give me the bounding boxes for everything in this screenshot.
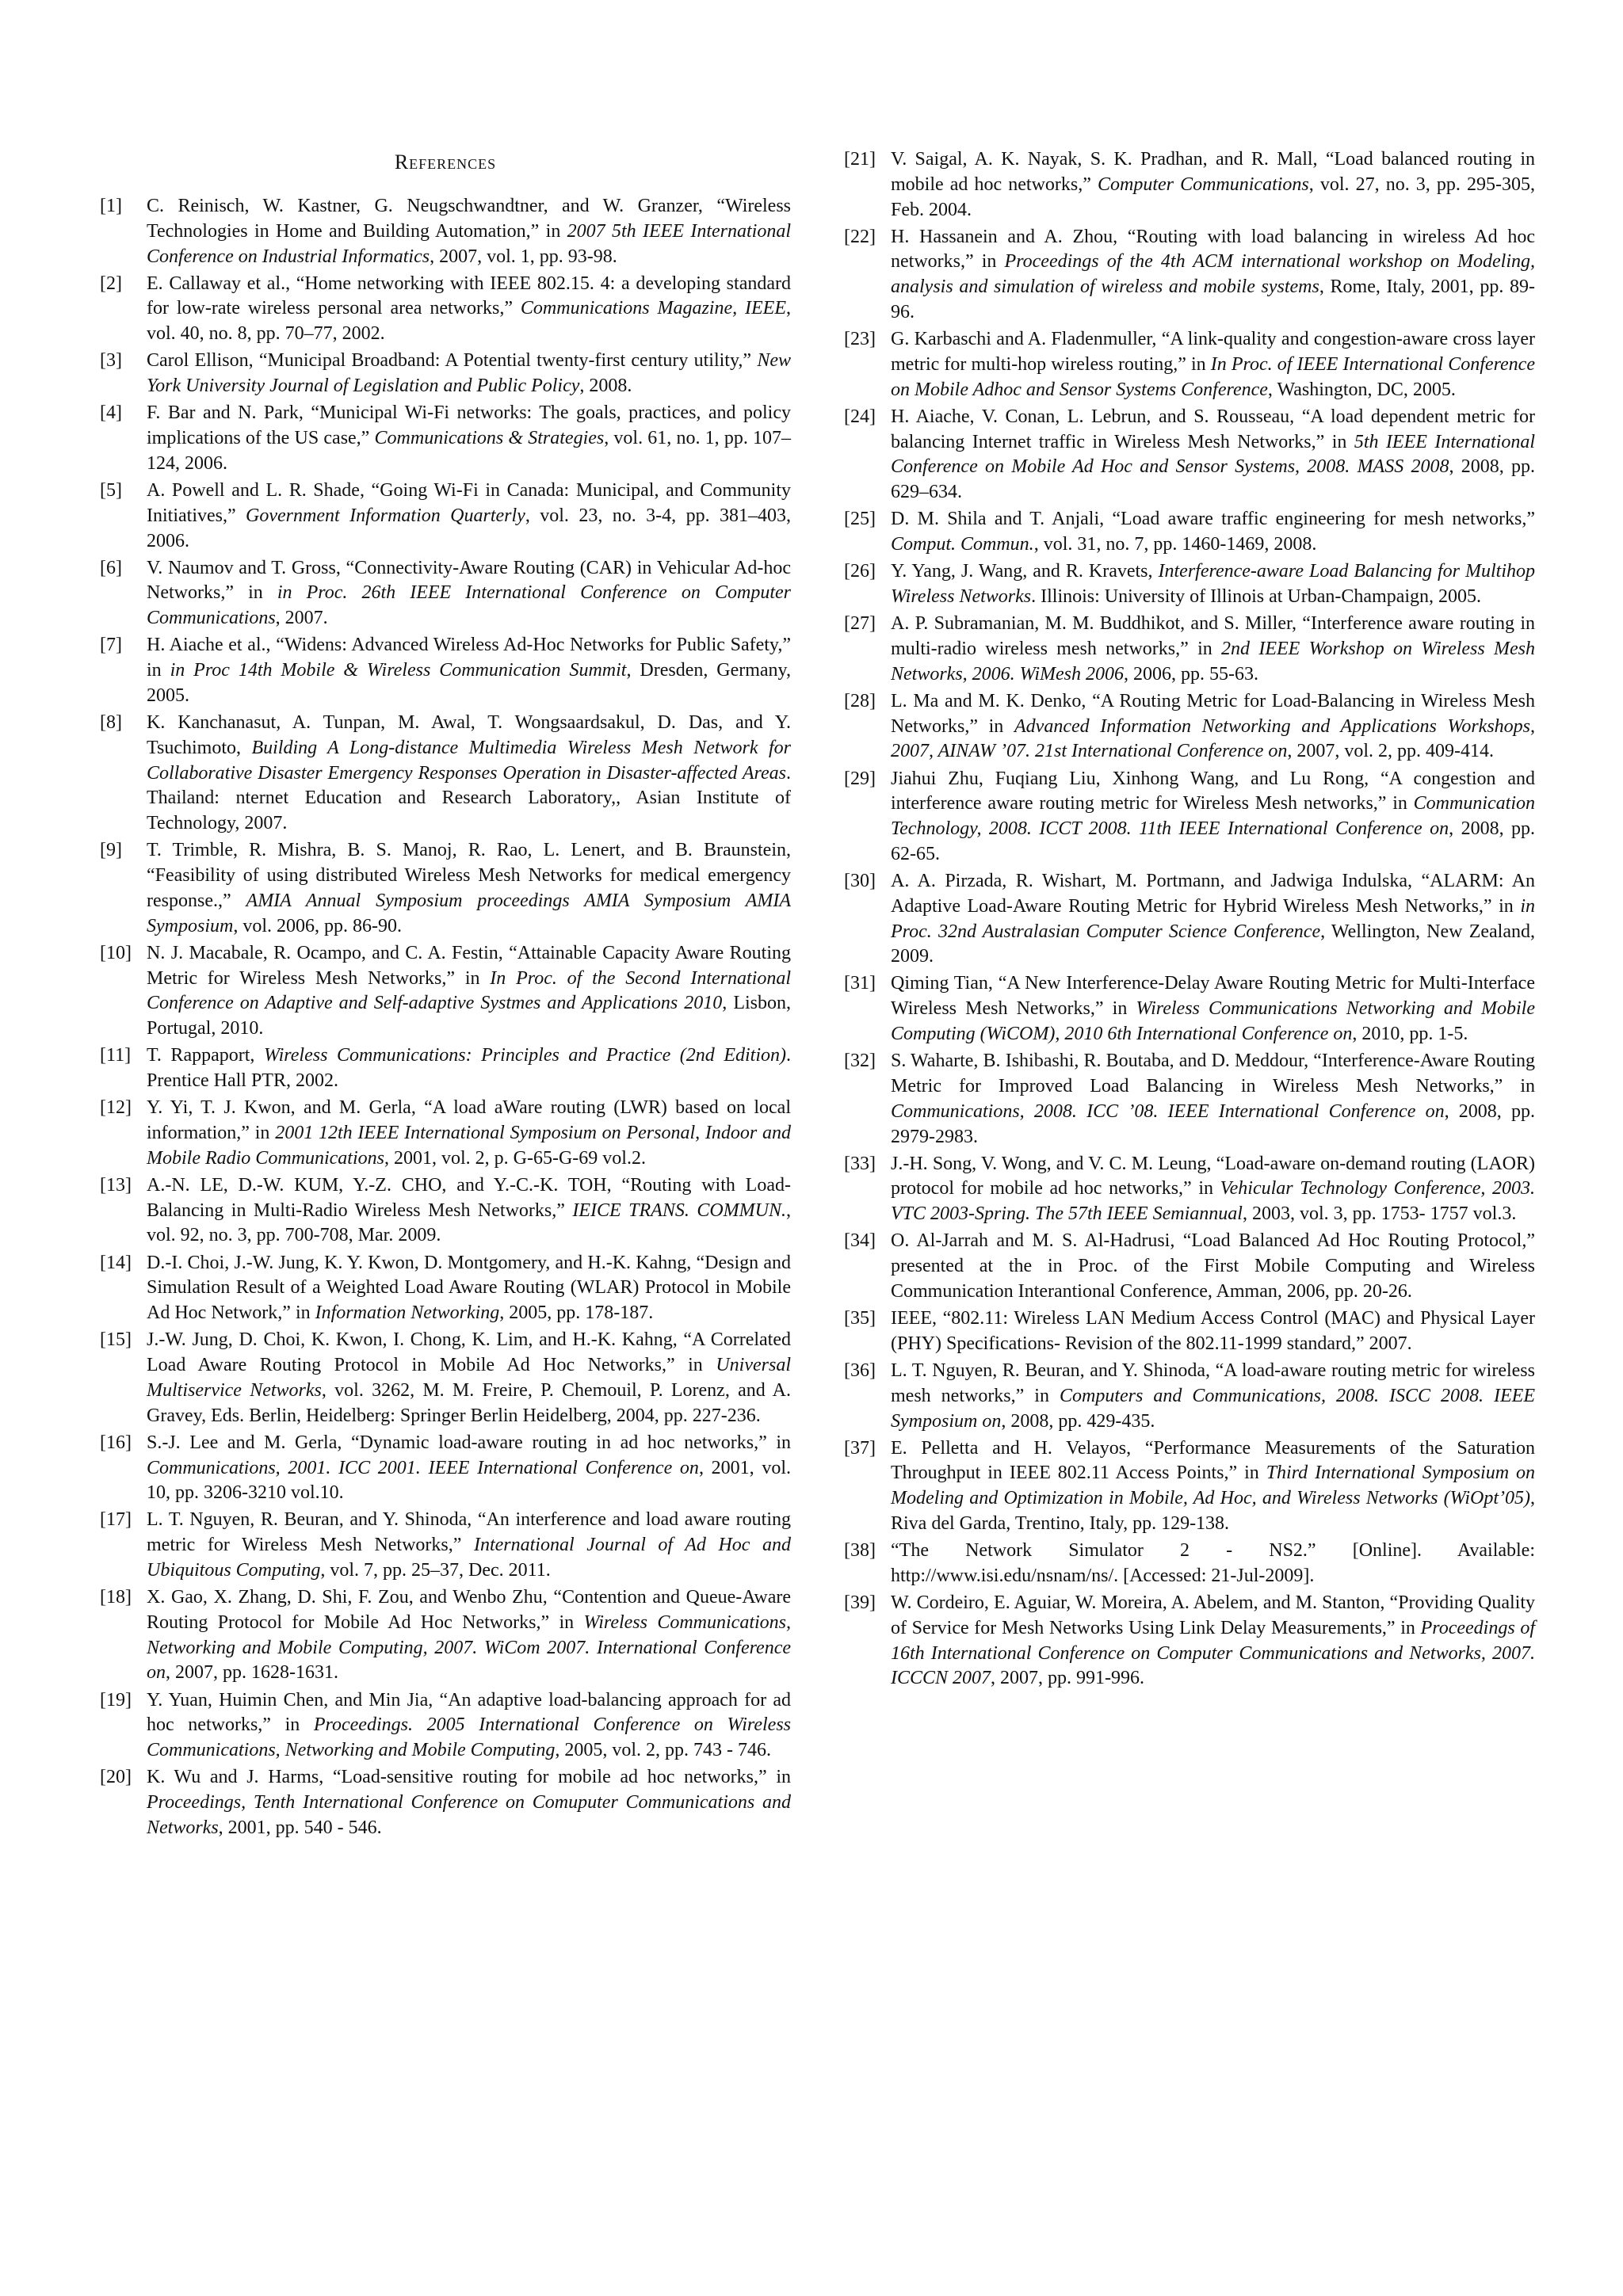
reference-number: [38] xyxy=(844,1540,876,1562)
reference-entry xyxy=(844,612,1535,687)
reference-text: J.-W. Jung, D. Choi, K. Kwon, I. Chong, K. Lim, and H.-K. Kahng, “A Correlated Load Aware Routing Protocol in Mobile Ad Hoc Networks,” in xyxy=(147,1329,791,1376)
reference-text: H. Aiache, V. Conan, L. Lebrun, and S. Rousseau, “A load dependent metric for balancing Internet traffic in Wireless Mesh Networks,” in xyxy=(891,406,1535,452)
reference-text: IEEE, “802.11: Wireless LAN Medium Access Control (MAC) and Physical Layer (PHY) Specifications- Revision of the 802.11-1999 standard,” 2007. xyxy=(891,1308,1535,1354)
reference-text: G. Karbaschi and A. Fladenmuller, “A link-quality and congestion-aware cross layer metric for multi-hop wireless routing,” in xyxy=(891,329,1535,375)
reference-source-title: Computers and Communications, 2008. ISCC 2008. IEEE Symposium on xyxy=(891,1385,1535,1432)
reference-number: [1] xyxy=(100,196,122,216)
reference-entry xyxy=(844,405,1535,505)
reference-text: L. T. Nguyen, R. Beuran, and Y. Shinoda, “A load-aware routing metric for wireless mesh networks,” in xyxy=(891,1360,1535,1406)
reference-number: [39] xyxy=(844,1592,876,1613)
reference-text: Carol Ellison, “Municipal Broadband: A Potential twenty-first century utility,” xyxy=(147,350,758,372)
reference-number: [4] xyxy=(100,402,122,424)
reference-entry xyxy=(844,559,1535,610)
reference-text: , 2007, vol. 1, pp. 93-98. xyxy=(430,246,617,267)
reference-text: V. Naumov and T. Gross, “Connectivity-Aware Routing (CAR) in Vehicular Ad-hoc Networks,” in xyxy=(147,557,791,604)
reference-text: , vol. 27, no. 3, pp. 295-305, Feb. 2004. xyxy=(891,174,1535,220)
reference-entry xyxy=(100,194,791,269)
reference-text: . Prentice Hall PTR, 2002. xyxy=(147,1045,791,1092)
reference-number: [35] xyxy=(844,1308,876,1329)
reference-text: , 2010, pp. 1-5. xyxy=(1352,1024,1468,1045)
reference-text: , vol. 40, no. 8, pp. 70–77, 2002. xyxy=(147,298,791,345)
reference-source-title: Proceedings of the 4th ACM international workshop on Modeling, analysis and simulation of wireless and mobile systems xyxy=(891,251,1536,298)
reference-source-title: New York University Journal of Legislation and Public Policy xyxy=(147,350,791,397)
reference-number: [32] xyxy=(844,1051,876,1072)
right-reference-list xyxy=(844,147,1535,1693)
reference-text: , vol. 7, pp. 25–37, Dec. 2011. xyxy=(320,1559,551,1581)
reference-text: , 2007, vol. 2, pp. 409-414. xyxy=(1287,741,1495,762)
reference-entry xyxy=(100,941,791,1042)
reference-text: H. Aiache et al., “Widens: Advanced Wireless Ad-Hoc Networks for Public Safety,” in xyxy=(147,635,791,681)
reference-source-title: Wireless Communications: Principles and Practice (2nd Edition) xyxy=(263,1045,786,1066)
reference-source-title: Advanced Information Networking and Applications Workshops, 2007, AINAW ’07. 21st International Conference on xyxy=(891,715,1536,762)
reference-source-title: Vehicular Technology Conference, 2003. VTC 2003-Spring. The 57th IEEE Semiannual xyxy=(891,1178,1536,1225)
reference-number: [31] xyxy=(844,973,876,994)
reference-number: [9] xyxy=(100,840,122,861)
reference-source-title: in Proc. 32nd Australasian Computer Science Conference xyxy=(891,895,1535,942)
reference-number: [12] xyxy=(100,1097,132,1119)
reference-text: , 2008, pp. 429-435. xyxy=(1001,1410,1155,1432)
reference-text: , vol. 2006, pp. 86-90. xyxy=(233,915,402,936)
reference-number: [7] xyxy=(100,635,122,656)
reference-number: [20] xyxy=(100,1767,132,1788)
reference-entry xyxy=(100,1508,791,1583)
reference-number: [36] xyxy=(844,1360,876,1381)
reference-entry xyxy=(844,1049,1535,1150)
reference-text: D.-I. Choi, J.-W. Jung, K. Y. Kwon, D. Montgomery, and H.-K. Kahng, “Design and Simulation Result of a Weighted Load Aware Routing (WLAR) Protocol in Mobile Ad Hoc Network,” in xyxy=(147,1252,791,1324)
reference-number: [24] xyxy=(844,406,876,427)
reference-entry xyxy=(100,349,791,399)
reference-entry xyxy=(100,1251,791,1326)
reference-source-title: Communication Technology, 2008. ICCT 2008. 11th IEEE International Conference on xyxy=(891,793,1535,840)
reference-text: , 2001, pp. 540 - 546. xyxy=(218,1817,382,1838)
reference-source-title: Building A Long-distance Multimedia Wireless Mesh Network for Collaborative Disaster Emergency Responses Operation in Disaster-affected Areas xyxy=(147,737,792,784)
reference-entry xyxy=(100,838,791,939)
reference-text: , 2008, pp. 629–634. xyxy=(891,456,1535,503)
reference-text: K. Wu and J. Harms, “Load-sensitive routing for mobile ad hoc networks,” in xyxy=(147,1767,791,1788)
reference-entry xyxy=(844,225,1535,326)
reference-text: S.-J. Lee and M. Gerla, “Dynamic load-aware routing in ad hoc networks,” in xyxy=(147,1432,791,1453)
references-heading: References xyxy=(394,151,497,174)
reference-source-title: 2001 12th IEEE International Symposium on Personal, Indoor and Mobile Radio Communications xyxy=(147,1122,791,1169)
reference-number: [28] xyxy=(844,690,876,711)
reference-source-title: Wireless Communications, Networking and Mobile Computing, 2007. WiCom 2007. International Conference on xyxy=(147,1611,791,1684)
reference-number: [22] xyxy=(844,226,876,247)
reference-number: [33] xyxy=(844,1153,876,1174)
reference-entry xyxy=(844,1306,1535,1357)
reference-entry xyxy=(844,689,1535,765)
reference-entry xyxy=(100,633,791,708)
reference-entry xyxy=(844,767,1535,868)
reference-text: , vol. 92, no. 3, pp. 700-708, Mar. 2009. xyxy=(147,1199,791,1246)
reference-text: , 2008, pp. 62-65. xyxy=(891,818,1535,864)
reference-text: , 2001, vol. 10, pp. 3206-3210 vol.10. xyxy=(147,1457,792,1504)
reference-source-title: Universal Multiservice Networks xyxy=(147,1355,791,1401)
reference-source-title: In Proc. of the Second International Conference on Adaptive and Self-adaptive Systmes and Applications 2010 xyxy=(147,967,791,1014)
reference-number: [3] xyxy=(100,350,122,372)
reference-source-title: 2nd IEEE Workshop on Wireless Mesh Networks, 2006. WiMesh 2006 xyxy=(891,638,1535,685)
reference-text: , Lisbon, Portugal, 2010. xyxy=(147,993,791,1039)
reference-text: , Riva del Garda, Trentino, Italy, pp. 129-138. xyxy=(891,1488,1535,1534)
reference-source-title: Information Networking xyxy=(315,1302,500,1324)
reference-source-title: In Proc. of IEEE International Conference on Mobile Adhoc and Sensor Systems Conference xyxy=(891,353,1535,400)
reference-text: , 2003, vol. 3, pp. 1753- 1757 vol.3. xyxy=(1242,1203,1517,1225)
reference-text: S. Waharte, B. Ishibashi, R. Boutaba, and D. Meddour, “Interference-Aware Routing Metric for Improved Load Balancing in Wireless Mesh Networks,” in xyxy=(891,1051,1535,1097)
reference-source-title: in Proc. 26th IEEE International Conference on Computer Communications xyxy=(147,582,791,629)
reference-number: [19] xyxy=(100,1689,132,1711)
reference-source-title: IEICE TRANS. COMMUN. xyxy=(572,1199,786,1221)
reference-number: [14] xyxy=(100,1252,132,1273)
reference-number: [8] xyxy=(100,712,122,734)
reference-text: , 2001, vol. 2, p. G-65-G-69 vol.2. xyxy=(384,1147,646,1169)
reference-number: [2] xyxy=(100,273,122,294)
reference-text: E. Pelletta and H. Velayos, “Performance Measurements of the Saturation Throughput in IEEE 802.11 Access Points,” in xyxy=(891,1437,1535,1484)
reference-text: N. J. Macabale, R. Ocampo, and C. A. Festin, “Attainable Capacity Aware Routing Metric for Wireless Mesh Networks,” in xyxy=(147,942,791,989)
reference-source-title: AMIA Annual Symposium proceedings AMIA Symposium AMIA Symposium xyxy=(147,890,791,936)
reference-number: [17] xyxy=(100,1509,132,1531)
reference-text: F. Bar and N. Park, “Municipal Wi-Fi networks: The goals, practices, and policy implications of the US case,” xyxy=(147,402,791,449)
reference-text: Qiming Tian, “A New Interference-Delay Aware Routing Metric for Multi-Interface Wireless Mesh Networks,” in xyxy=(891,973,1535,1020)
reference-number: [26] xyxy=(844,561,876,582)
reference-entry xyxy=(844,147,1535,223)
reference-text: T. Rappaport, xyxy=(147,1045,264,1066)
reference-text: , 2007, pp. 1628-1631. xyxy=(166,1662,338,1684)
reference-text: Y. Yi, T. J. Kwon, and M. Gerla, “A load aWare routing (LWR) based on local information,” in xyxy=(147,1097,791,1143)
reference-text: , Dresden, Germany, 2005. xyxy=(147,660,791,706)
reference-text: , vol. 23, no. 3-4, pp. 381–403, 2006. xyxy=(147,505,791,551)
reference-number: [21] xyxy=(844,149,876,170)
reference-source-title: Third International Symposium on Modeling and Optimization in Mobile, Ad Hoc, and Wireless Networks (WiOpt’05) xyxy=(891,1463,1535,1509)
reference-text: T. Trimble, R. Mishra, B. S. Manoj, R. Rao, L. Lenert, and B. Braunstein, “Feasibility of using distributed Wireless Mesh Networks for medical emergency response.,” xyxy=(147,840,791,911)
reference-source-title: Proceedings. 2005 International Conference on Wireless Communications, Networking and Mobile Computing xyxy=(147,1714,791,1761)
reference-text: L. T. Nguyen, R. Beuran, and Y. Shinoda, “An interference and load aware routing metric for Wireless Mesh Networks,” xyxy=(147,1509,791,1556)
reference-number: [30] xyxy=(844,870,876,891)
reference-text: , Washington, DC, 2005. xyxy=(1267,379,1456,400)
reference-entry xyxy=(100,711,791,837)
reference-text: K. Kanchanasut, A. Tunpan, M. Awal, T. Wongsaardsakul, D. Das, and Y. Tsuchimoto, xyxy=(147,712,791,758)
reference-text: “The Network Simulator 2 - NS2.” [Online]. Available: http://www.isi.edu/nsnam/ns/. [Accessed: 21-Jul-2009]. xyxy=(891,1540,1535,1586)
reference-entry xyxy=(844,1152,1535,1227)
reference-text: A.-N. LE, D.-W. KUM, Y.-Z. CHO, and Y.-C.-K. TOH, “Routing with Load-Balancing in Multi-Radio Wireless Mesh Networks,” xyxy=(147,1174,791,1221)
reference-number: [11] xyxy=(100,1045,132,1066)
reference-text: Y. Yang, J. Wang, and R. Kravets, xyxy=(891,561,1159,582)
reference-entry xyxy=(100,1328,791,1428)
reference-entry xyxy=(100,1043,791,1094)
reference-number: [6] xyxy=(100,557,122,578)
reference-number: [37] xyxy=(844,1437,876,1459)
reference-number: [25] xyxy=(844,509,876,530)
reference-text: J.-H. Song, V. Wong, and V. C. M. Leung, “Load-aware on-demand routing (LAOR) protocol for mobile ad hoc networks,” in xyxy=(891,1153,1535,1199)
reference-text: , vol. 31, no. 7, pp. 1460-1469, 2008. xyxy=(1033,534,1317,555)
reference-source-title: Communications, 2001. ICC 2001. IEEE International Conference on xyxy=(147,1457,699,1478)
reference-text: V. Saigal, A. K. Nayak, S. K. Pradhan, and R. Mall, “Load balanced routing in mobile ad hoc networks,” xyxy=(891,149,1535,195)
reference-text: . Thailand: nternet Education and Research Laboratory,, Asian Institute of Technology, 2007. xyxy=(147,762,791,834)
reference-text: Y. Yuan, Huimin Chen, and Min Jia, “An adaptive load-balancing approach for ad hoc networks,” in xyxy=(147,1689,791,1736)
reference-entry xyxy=(100,1688,791,1764)
reference-source-title: 5th IEEE International Conference on Mobile Ad Hoc and Sensor Systems, 2008. MASS 2008 xyxy=(891,431,1536,478)
reference-source-title: Communications Magazine, IEEE xyxy=(520,298,786,319)
reference-text: , Rome, Italy, 2001, pp. 89-96. xyxy=(891,277,1535,323)
reference-number: [15] xyxy=(100,1329,132,1351)
reference-source-title: Proceedings of 16th International Conference on Computer Communications and Networks, 2007. ICCCN 2007 xyxy=(891,1617,1535,1689)
reference-source-title: Proceedings, Tenth International Conference on Comuputer Communications and Networks xyxy=(147,1792,791,1838)
reference-entry xyxy=(844,507,1535,558)
reference-number: [10] xyxy=(100,942,132,963)
reference-text: X. Gao, X. Zhang, D. Shi, F. Zou, and Wenbo Zhu, “Contention and Queue-Aware Routing Protocol for Mobile Ad Hoc Networks,” in xyxy=(147,1587,791,1633)
reference-text: , Wellington, New Zealand, 2009. xyxy=(891,921,1535,967)
reference-entry xyxy=(844,869,1535,970)
reference-text: , 2005, vol. 2, pp. 743 - 746. xyxy=(555,1740,771,1761)
reference-number: [16] xyxy=(100,1432,132,1453)
reference-entry xyxy=(100,479,791,554)
reference-text: , vol. 3262, M. M. Freire, P. Chemouil, P. Lorenz, and A. Gravey, Eds. Berlin, Heidelberg: Springer Berlin Heidelberg, 2004, pp. 227-236. xyxy=(147,1379,792,1426)
reference-number: [34] xyxy=(844,1230,876,1252)
reference-text: , 2005, pp. 178-187. xyxy=(499,1302,654,1324)
reference-text: . Illinois: University of Illinois at Urban-Champaign, 2005. xyxy=(1031,586,1482,608)
reference-entry xyxy=(844,1539,1535,1589)
reference-text: H. Hassanein and A. Zhou, “Routing with load balancing in wireless Ad hoc networks,” in xyxy=(891,226,1535,273)
reference-text: L. Ma and M. K. Denko, “A Routing Metric for Load-Balancing in Wireless Mesh Networks,” in xyxy=(891,690,1535,737)
reference-entry xyxy=(844,1436,1535,1537)
reference-source-title: International Journal of Ad Hoc and Ubiquitous Computing xyxy=(147,1535,792,1581)
reference-source-title: Government Information Quarterly xyxy=(246,505,525,526)
reference-text: , 2007. xyxy=(275,608,328,629)
reference-entry xyxy=(100,1585,791,1686)
reference-number: [13] xyxy=(100,1174,132,1196)
reference-entry xyxy=(844,327,1535,402)
reference-text: D. M. Shila and T. Anjali, “Load aware traffic engineering for mesh networks,” xyxy=(891,509,1535,530)
reference-entry xyxy=(100,272,791,347)
reference-number: [23] xyxy=(844,329,876,350)
reference-entry xyxy=(100,1096,791,1171)
reference-text: W. Cordeiro, E. Aguiar, W. Moreira, A. Abelem, and M. Stanton, “Providing Quality of Service for Mesh Networks Using Link Delay Measurements,” in xyxy=(891,1592,1535,1638)
reference-source-title: 2007 5th IEEE International Conference on Industrial Informatics xyxy=(147,220,791,267)
reference-source-title: Computer Communications xyxy=(1097,174,1309,195)
reference-entry xyxy=(844,1591,1535,1691)
reference-entry xyxy=(100,1765,791,1840)
reference-text: , vol. 61, no. 1, pp. 107–124, 2006. xyxy=(147,428,792,474)
reference-entry xyxy=(100,1173,791,1249)
reference-entry xyxy=(100,556,791,631)
reference-text: A. P. Subramanian, M. M. Buddhikot, and S. Miller, “Interference aware routing in multi-radio wireless mesh networks,” in xyxy=(891,613,1535,659)
reference-text: E. Callaway et al., “Home networking with IEEE 802.15. 4: a developing standard for low-rate wireless personal area networks,” xyxy=(147,273,791,319)
reference-source-title: Comput. Commun. xyxy=(891,534,1034,555)
reference-text: , 2008, pp. 2979-2983. xyxy=(891,1100,1535,1147)
reference-source-title: Interference-aware Load Balancing for Multihop Wireless Networks xyxy=(891,561,1535,608)
reference-text: Jiahui Zhu, Fuqiang Liu, Xinhong Wang, and Lu Rong, “A congestion and interference aware routing metric for Wireless Mesh networks,” in xyxy=(891,768,1535,814)
reference-entry xyxy=(100,401,791,476)
left-reference-list xyxy=(100,194,791,1843)
reference-text: A. A. Pirzada, R. Wishart, M. Portmann, and Jadwiga Indulska, “ALARM: An Adaptive Load-Aware Routing Metric for Hybrid Wireless Mesh Networks,” in xyxy=(891,870,1535,917)
reference-text: C. Reinisch, W. Kastner, G. Neugschwandtner, and W. Granzer, “Wireless Technologies in Home and Building Automation,” in xyxy=(147,196,791,242)
reference-entry xyxy=(844,971,1535,1047)
reference-source-title: in Proc 14th Mobile & Wireless Communication Summit xyxy=(170,660,627,681)
reference-entry xyxy=(844,1229,1535,1304)
reference-text: , 2008. xyxy=(579,376,632,397)
reference-number: [5] xyxy=(100,479,122,501)
reference-source-title: Wireless Communications Networking and Mobile Computing (WiCOM), 2010 6th International Conference on xyxy=(891,998,1535,1045)
reference-number: [27] xyxy=(844,613,876,635)
reference-source-title: Communications & Strategies xyxy=(374,428,605,449)
reference-number: [29] xyxy=(844,768,876,789)
reference-entry xyxy=(844,1359,1535,1434)
reference-text: , 2007, pp. 991-996. xyxy=(991,1668,1145,1689)
reference-entry xyxy=(100,1431,791,1506)
reference-text: , 2006, pp. 55-63. xyxy=(1124,663,1258,685)
reference-number: [18] xyxy=(100,1587,132,1608)
reference-text: A. Powell and L. R. Shade, “Going Wi-Fi in Canada: Municipal, and Community Initiatives,” xyxy=(147,479,791,526)
reference-text: O. Al-Jarrah and M. S. Al-Hadrusi, “Load Balanced Ad Hoc Routing Protocol,” presented at the in Proc. of the First Mobile Computing and Wireless Communication Interantional Conference, Amman, 2006, pp. 20-26. xyxy=(891,1230,1535,1302)
reference-source-title: Communications, 2008. ICC ’08. IEEE International Conference on xyxy=(891,1100,1445,1122)
